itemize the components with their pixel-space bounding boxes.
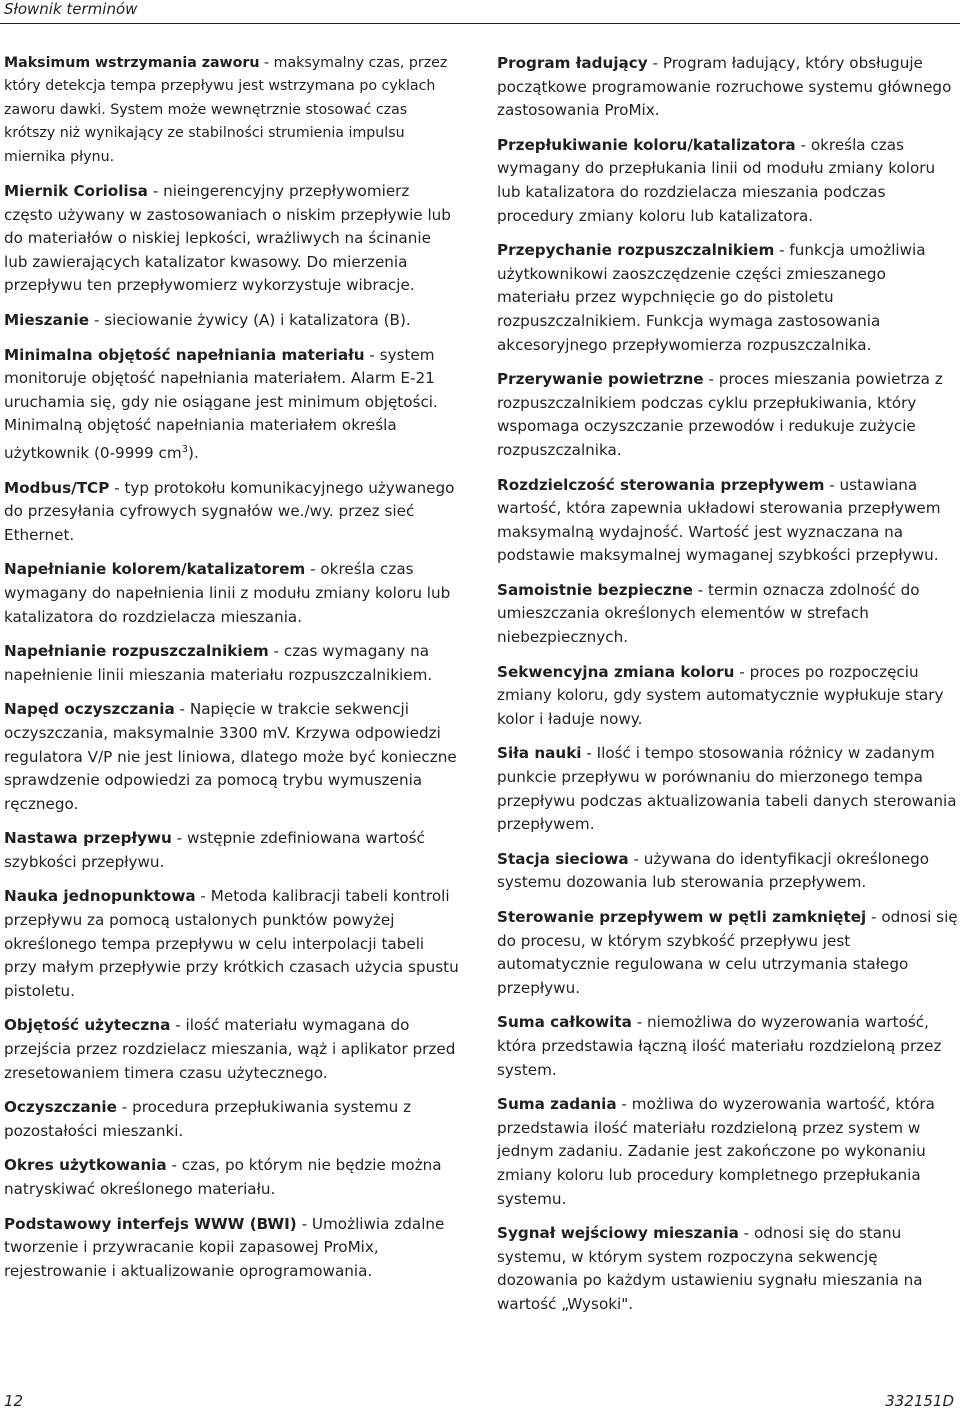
glossary-entry [4, 640, 459, 687]
header-divider [0, 23, 960, 24]
glossary-definition: - określa czas wymagany do napełnienia linii z modułu zmiany koloru lub katalizatora do rozdzielacza mieszania. [4, 560, 451, 626]
glossary-term: Sekwencyjna zmiana koloru [497, 662, 735, 681]
glossary-definition: - możliwa do wyzerowania wartość, która przedstawia ilość materiału rozdzieloną przez system w jednym zadaniu. Zadanie jest zakończone po wykonaniu zmiany koloru lub procedury kompletnego przepłukania systemu. [497, 1095, 935, 1208]
glossary-entry [4, 309, 459, 333]
glossary-term: Samoistnie bezpieczne [497, 580, 693, 599]
glossary-entry [4, 558, 459, 629]
glossary-term: Stacja sieciowa [497, 849, 629, 868]
glossary-term: Przepychanie rozpuszczalnikiem [497, 241, 775, 260]
glossary-term: Przerywanie powietrzne [497, 370, 704, 389]
glossary-entry [497, 474, 959, 568]
glossary-entry [4, 1213, 459, 1284]
glossary-definition: - Napięcie w trakcie sekwencji oczyszczania, maksymalnie 3300 mV. Krzywa odpowiedzi regulatora V/P nie jest liniowa, dlatego może być konieczne sprawdzenie odpowiedzi za pomocą trybu wymuszenia ręcznego. [4, 700, 457, 813]
glossary-definition: - ilość materiału wymagana do przejścia przez rozdzielacz mieszania, wąż i aplikator przed zresetowaniem timera czasu użytecznego. [4, 1016, 456, 1082]
glossary-definition: - procedura przepłukiwania systemu z pozostałości mieszanki. [4, 1098, 412, 1140]
glossary-entry [4, 477, 459, 548]
glossary-definition-tail: ). [188, 443, 199, 462]
glossary-entry [497, 1093, 959, 1211]
glossary-entry [4, 1014, 459, 1085]
glossary-term: Sygnał wejściowy mieszania [497, 1224, 739, 1243]
glossary-term: Nastawa przepływu [4, 829, 172, 848]
glossary-entry [497, 848, 959, 895]
glossary-term: Program ładujący [497, 54, 648, 72]
left-column [4, 52, 459, 1294]
glossary-entry [4, 344, 459, 466]
glossary-entry [497, 134, 959, 228]
glossary-term: Modbus/TCP [4, 478, 110, 497]
superscript: 3 [181, 443, 189, 455]
glossary-term: Okres użytkowania [4, 1156, 167, 1175]
glossary-definition: - termin oznacza zdolność do umieszczania określonych elementów w strefach niebezpiecznych. [497, 580, 920, 647]
glossary-entry [4, 885, 459, 1003]
glossary-entry [4, 52, 459, 169]
glossary-definition: - maksymalny czas, przez który detekcja tempa przepływu jest wstrzymana po cyklach zaworu dawki. System może wewnętrznie stosować czas krótszy niż wynikający ze stabilności strumienia impulsu miernika płynu. [4, 55, 448, 165]
glossary-definition: - sieciowanie żywicy (A) i katalizatora (B). [89, 311, 411, 329]
glossary-definition: - typ protokołu komunikacyjnego używanego do przesyłania cyfrowych sygnałów we./wy. przez sieć Ethernet. [4, 478, 455, 544]
glossary-definition: - system monitoruje objętość napełniania materiałem. Alarm E-21 uruchamia się, gdy nie osiągane jest minimum objętości. Minimalną objętość napełniania materiałem określa użytkownik (0-9999 cm [4, 345, 438, 462]
glossary-definition: - czas wymagany na napełnienie linii mieszania materiału rozpuszczalnikiem. [4, 642, 433, 684]
glossary-term: Mieszanie [4, 311, 90, 329]
document-number: 332151D [885, 1392, 954, 1410]
glossary-entry [497, 579, 959, 650]
glossary-definition: - proces mieszania powietrza z rozpuszczalnikiem podczas cyklu przepłukiwania, który wspomaga oczyszczanie przewodów i redukuje zużycie rozpuszczalnika. [497, 370, 943, 459]
glossary-entry [4, 698, 459, 816]
section-title: Słownik terminów [4, 0, 138, 18]
glossary-definition: - Umożliwia zdalne tworzenie i przywracanie kopii zapasowej ProMix, rejestrowanie i aktualizowanie oprogramowania. [4, 1214, 445, 1280]
glossary-entry [4, 180, 459, 298]
glossary-term: Oczyszczanie [4, 1098, 117, 1117]
glossary-entry [497, 1222, 959, 1316]
glossary-entry [497, 1011, 959, 1082]
glossary-entry [497, 52, 959, 123]
glossary-entry [497, 368, 959, 462]
glossary-definition: - używana do identyfikacji określonego systemu dozowania lub sterowania przepływem. [497, 849, 930, 892]
glossary-definition: - określa czas wymagany do przepłukania linii od modułu zmiany koloru lub katalizatora do rozdzielacza mieszania podczas procedury zmiany koloru lub katalizatora. [497, 135, 936, 225]
glossary-entry [497, 742, 959, 836]
glossary-entry [4, 827, 459, 874]
glossary-definition: - Ilość i tempo stosowania różnicy w zadanym punkcie przepływu w porównaniu do mierzonego tempa przepływu podczas aktualizowania tabeli danych sterowania przepływem. [497, 744, 957, 834]
glossary-term: Miernik Coriolisa [4, 182, 148, 201]
glossary-definition: - odnosi się do procesu, w którym szybkość przepływu jest automatycznie regulowana w celu utrzymania stałego przepływu. [497, 908, 958, 997]
glossary-term: Siła nauki [497, 744, 582, 763]
glossary-entry [4, 1096, 459, 1143]
glossary-entry [497, 661, 959, 732]
glossary-entry [497, 906, 959, 1000]
glossary-definition: - funkcja umożliwia użytkownikowi zaoszczędzenie części zmieszanego materiału przez wypchnięcie go do pistoletu rozpuszczalnikiem. Funkcja wymaga zastosowania akcesoryjnego przepływomierza rozpuszczalnika. [497, 241, 926, 354]
right-column [497, 52, 959, 1328]
glossary-term: Suma zadania [497, 1095, 617, 1114]
glossary-definition: - Program ładujący, który obsługuje początkowe programowanie rozruchowe systemu głównego zastosowania ProMix. [497, 54, 952, 120]
glossary-term: Nauka jednopunktowa [4, 887, 196, 906]
glossary-term: Przepłukiwanie koloru/katalizatora [497, 135, 796, 154]
glossary-term: Minimalna objętość napełniania materiału [4, 345, 365, 364]
glossary-definition: - niemożliwa do wyzerowania wartość, która przedstawia łączną ilość materiału rozdzieloną przez system. [497, 1013, 942, 1079]
glossary-definition: - czas, po którym nie będzie można natryskiwać określonego materiału. [4, 1156, 442, 1198]
glossary-term: Podstawowy interfejs WWW (BWI) [4, 1214, 297, 1233]
page-number: 12 [4, 1392, 24, 1410]
glossary-term: Maksimum wstrzymania zaworu [4, 55, 260, 71]
glossary-definition: - wstępnie zdefiniowana wartość szybkości przepływu. [4, 829, 425, 871]
glossary-term: Rozdzielczość sterowania przepływem [497, 475, 825, 494]
glossary-entry [4, 1154, 459, 1201]
glossary-entry [497, 239, 959, 357]
glossary-definition: - odnosi się do stanu systemu, w którym system rozpoczyna sekwencję dozowania po każdym ustawieniu sygnału mieszania na wartość „Wysoki". [497, 1224, 923, 1313]
glossary-term: Napęd oczyszczania [4, 700, 175, 719]
glossary-term: Suma całkowita [497, 1013, 632, 1032]
glossary-term: Napełnianie kolorem/katalizatorem [4, 560, 306, 579]
glossary-definition: - nieingerencyjny przepływomierz często używany w zastosowaniach o niskim przepływie lub do materiałów o niskiej lepkości, wrażliwych na ścinanie lub zawierających katalizator kwasowy. Do mierzenia przepływu ten przepływomierz wykorzystuje wibracje. [4, 182, 451, 295]
glossary-definition: - Metoda kalibracji tabeli kontroli przepływu za pomocą ustalonych punktów powyżej określonego tempa przepływu w celu interpolacji tabeli przy małym przepływie przy krótkich czasach użycia spustu pistoletu. [4, 887, 459, 1000]
glossary-term: Napełnianie rozpuszczalnikiem [4, 642, 269, 661]
glossary-term: Sterowanie przepływem w pętli zamkniętej [497, 908, 867, 926]
glossary-term: Objętość użyteczna [4, 1016, 171, 1035]
glossary-definition: - proces po rozpoczęciu zmiany koloru, gdy system automatycznie wypłukuje stary kolor i ładuje nowy. [497, 662, 944, 728]
glossary-definition: - ustawiana wartość, która zapewnia układowi sterowania przepływem maksymalną wydajność. Wartość jest wyznaczana na podstawie maksymalnej wymaganej szybkości przepływu. [497, 475, 941, 565]
